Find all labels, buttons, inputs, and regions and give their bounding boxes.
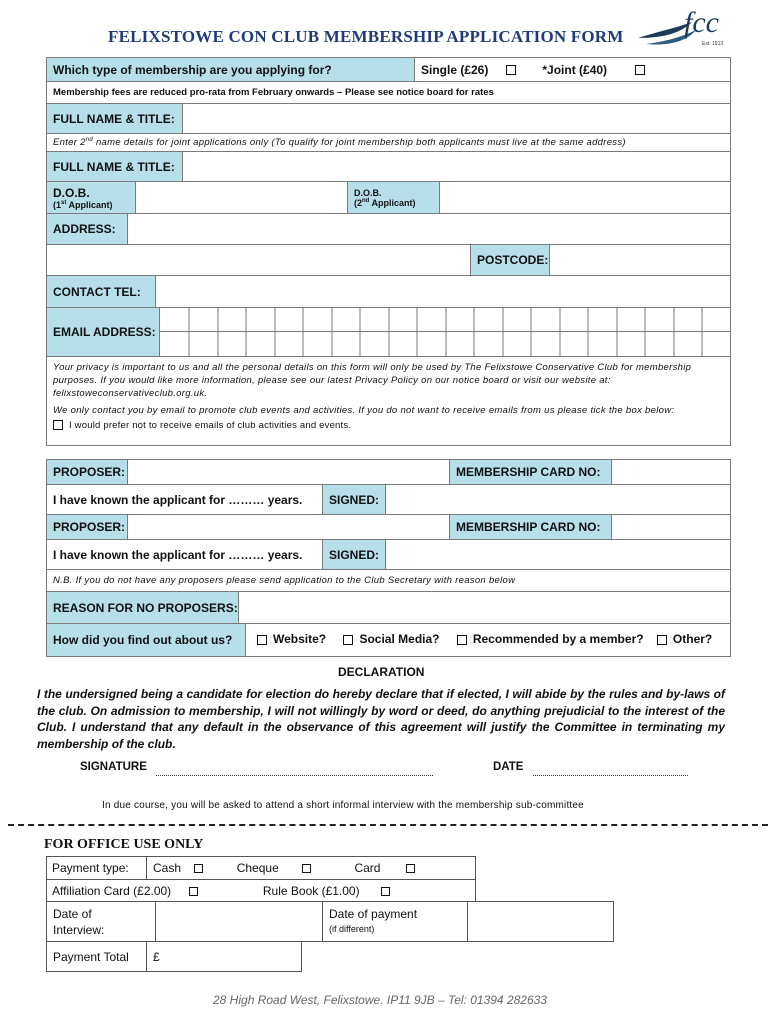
other-checkbox[interactable] — [657, 635, 667, 645]
signed-2-label — [322, 539, 386, 570]
joint-note — [46, 133, 731, 152]
footer-address: 28 High Road West, Felixstowe. IP11 9JB – Tel: 01394 282633 — [213, 993, 547, 1007]
dob-1-input[interactable] — [137, 182, 347, 213]
membership-options — [414, 57, 731, 82]
social-label: Social Media? — [359, 632, 440, 646]
social-checkbox[interactable] — [343, 635, 353, 645]
email-label — [46, 307, 160, 357]
payment-total-label: Payment Total — [53, 949, 129, 964]
proposer-1-input[interactable] — [129, 460, 449, 484]
nb-note — [46, 569, 731, 592]
dob-2-input[interactable] — [441, 182, 730, 213]
card-label: Card — [354, 861, 381, 875]
joint-note-text: Enter 2nd name details for joint applications only (To qualify for joint membership both applicants must live at the same address) — [53, 136, 626, 149]
nb-note-text: N.B. If you do not have any proposers please send application to the Club Secretary with reason below — [53, 575, 516, 586]
found-label — [46, 623, 246, 657]
email-optout-checkbox[interactable] — [53, 420, 63, 430]
postcode-input[interactable] — [549, 244, 731, 276]
club-logo — [636, 8, 732, 54]
single-checkbox[interactable] — [506, 65, 516, 75]
proposer-2-label-text: PROPOSER: — [53, 520, 126, 534]
date-interview-cell — [46, 901, 156, 942]
email-grid[interactable] — [160, 307, 731, 357]
card-no-2-label — [449, 514, 612, 540]
tel-input[interactable] — [157, 276, 730, 307]
office-heading: FOR OFFICE USE ONLY — [44, 837, 204, 852]
website-label: Website? — [273, 632, 327, 646]
rulebook-label: Rule Book (£1.00) — [262, 884, 360, 898]
rulebook-checkbox[interactable] — [381, 887, 390, 896]
joint-label: *Joint (£40) — [542, 62, 608, 77]
affiliation-row — [52, 884, 396, 898]
reason-input[interactable] — [240, 592, 730, 623]
proposer-2-input[interactable] — [129, 515, 449, 539]
logo-est: Est. 1913 — [702, 41, 724, 47]
card-no-1-input[interactable] — [613, 460, 730, 484]
membership-question-text: Which type of membership are you applying for? — [53, 62, 332, 77]
dob-2-sub: (2nd Applicant) — [354, 197, 416, 208]
proposer-1-label — [46, 459, 128, 485]
signature-label: SIGNATURE — [80, 761, 147, 773]
affiliation-label: Affiliation Card (£2.00) — [52, 884, 172, 898]
address-label-text: ADDRESS: — [53, 222, 116, 236]
signed-1-input[interactable] — [387, 485, 730, 514]
email-grid-lines — [160, 307, 731, 357]
payment-type-divider — [146, 856, 147, 879]
currency-symbol: £ — [153, 949, 160, 964]
card-no-1-label-text: MEMBERSHIP CARD NO: — [456, 465, 601, 479]
other-label: Other? — [672, 632, 713, 646]
logo-text: fcc — [684, 6, 719, 39]
payment-options — [153, 861, 421, 875]
joint-checkbox[interactable] — [635, 65, 645, 75]
address-line-2[interactable] — [46, 244, 471, 276]
address-input[interactable] — [129, 214, 730, 244]
full-name-label-2 — [46, 151, 183, 182]
single-label: Single (£26) — [421, 62, 489, 77]
date-interview-label-1: Date of — [53, 907, 92, 921]
postcode-label — [470, 244, 550, 276]
fees-note — [46, 81, 731, 104]
date-payment-cell — [322, 901, 468, 942]
date-line[interactable] — [533, 775, 688, 776]
payment-type-label: Payment type: — [52, 861, 129, 875]
found-options — [257, 632, 712, 646]
office-row-divider — [46, 879, 476, 880]
full-name-input-2[interactable] — [184, 152, 730, 181]
payment-total-input[interactable] — [146, 941, 302, 972]
dob-1-sub: (1st Applicant) — [53, 199, 113, 210]
date-payment-input[interactable] — [467, 901, 614, 942]
known-1-text: I have known the applicant for ……… years. — [53, 492, 303, 507]
payment-total-cell — [46, 941, 147, 972]
postcode-label-text: POSTCODE: — [477, 253, 549, 267]
card-no-2-label-text: MEMBERSHIP CARD NO: — [456, 520, 601, 534]
signature-line[interactable] — [156, 775, 433, 776]
membership-question — [46, 57, 415, 82]
reason-label — [46, 591, 239, 624]
proposer-1-label-text: PROPOSER: — [53, 465, 126, 479]
affiliation-checkbox[interactable] — [189, 887, 198, 896]
cut-line — [8, 824, 768, 826]
cash-label: Cash — [153, 861, 182, 875]
date-interview-label-2: Interview: — [53, 923, 105, 937]
full-name-label-2-text: FULL NAME & TITLE: — [53, 159, 175, 174]
full-name-label — [46, 103, 183, 134]
declaration-text: I the undersigned being a candidate for election do hereby declare that if elected, I will abide by the rules and by-laws of the club. On admission to membership, I will not willingly by word or deed, do anything prejudicial to the interest of the Club. I understand that any default in the observance of this agreement will justify the Committee in terminating my membership of the club. — [37, 687, 725, 751]
recommended-label: Recommended by a member? — [472, 632, 644, 646]
found-label-text: How did you find out about us? — [53, 633, 233, 647]
signed-2-label-text: SIGNED: — [329, 547, 380, 562]
fees-note-text: Membership fees are reduced pro-rata from February onwards – Please see notice board for rates — [53, 87, 494, 98]
known-2-text: I have known the applicant for ……… years. — [53, 547, 303, 562]
card-no-2-input[interactable] — [613, 515, 730, 539]
email-consent-text: We only contact you by email to promote club events and activities. If you do not want to receive emails from us please tick the box below: — [53, 405, 675, 416]
cheque-label: Cheque — [236, 861, 279, 875]
date-payment-label: Date of payment — [329, 907, 418, 921]
recommended-checkbox[interactable] — [457, 635, 467, 645]
signed-2-input[interactable] — [387, 540, 730, 569]
email-optout-text: I would prefer not to receive emails of club activities and events. — [69, 420, 352, 431]
email-label-text: EMAIL ADDRESS: — [53, 325, 156, 339]
proposer-2-label — [46, 514, 128, 540]
tel-label-text: CONTACT TEL: — [53, 284, 141, 299]
full-name-label-text: FULL NAME & TITLE: — [53, 111, 175, 126]
email-optout — [53, 420, 724, 431]
card-no-1-label — [449, 459, 612, 485]
website-checkbox[interactable] — [257, 635, 267, 645]
signed-1-label-text: SIGNED: — [329, 492, 380, 507]
form-title: FELIXSTOWE CON CLUB MEMBERSHIP APPLICATION FORM — [108, 27, 624, 46]
dob-1-label-text: D.O.B. — [53, 185, 90, 200]
privacy-box — [46, 356, 731, 446]
date-interview-input[interactable] — [155, 901, 323, 942]
declaration-heading: DECLARATION — [338, 665, 425, 679]
full-name-input[interactable] — [184, 104, 730, 133]
reason-label-text: REASON FOR NO PROPOSERS: — [53, 600, 238, 615]
dob-2-label — [347, 181, 440, 214]
if-different-label: (if different) — [329, 924, 375, 934]
privacy-text: Your privacy is important to us and all the personal details on this form will only be used by The Felixstowe Conservative Club for membership purposes. If you would like more information, please see our latest Privacy Policy on our notice board or visit our website at: felixstoweconservativeclub.org.uk. — [53, 362, 692, 399]
cash-checkbox[interactable] — [194, 864, 203, 873]
dob-1-label — [46, 181, 136, 214]
interview-note: In due course, you will be asked to attend a short informal interview with the membership sub-committee — [102, 800, 584, 811]
card-checkbox[interactable] — [406, 864, 415, 873]
dob-2-label-text: D.O.B. — [354, 187, 382, 198]
tel-label — [46, 275, 156, 308]
date-label: DATE — [493, 761, 524, 773]
cheque-checkbox[interactable] — [302, 864, 311, 873]
address-label — [46, 213, 128, 245]
signed-1-label — [322, 484, 386, 515]
